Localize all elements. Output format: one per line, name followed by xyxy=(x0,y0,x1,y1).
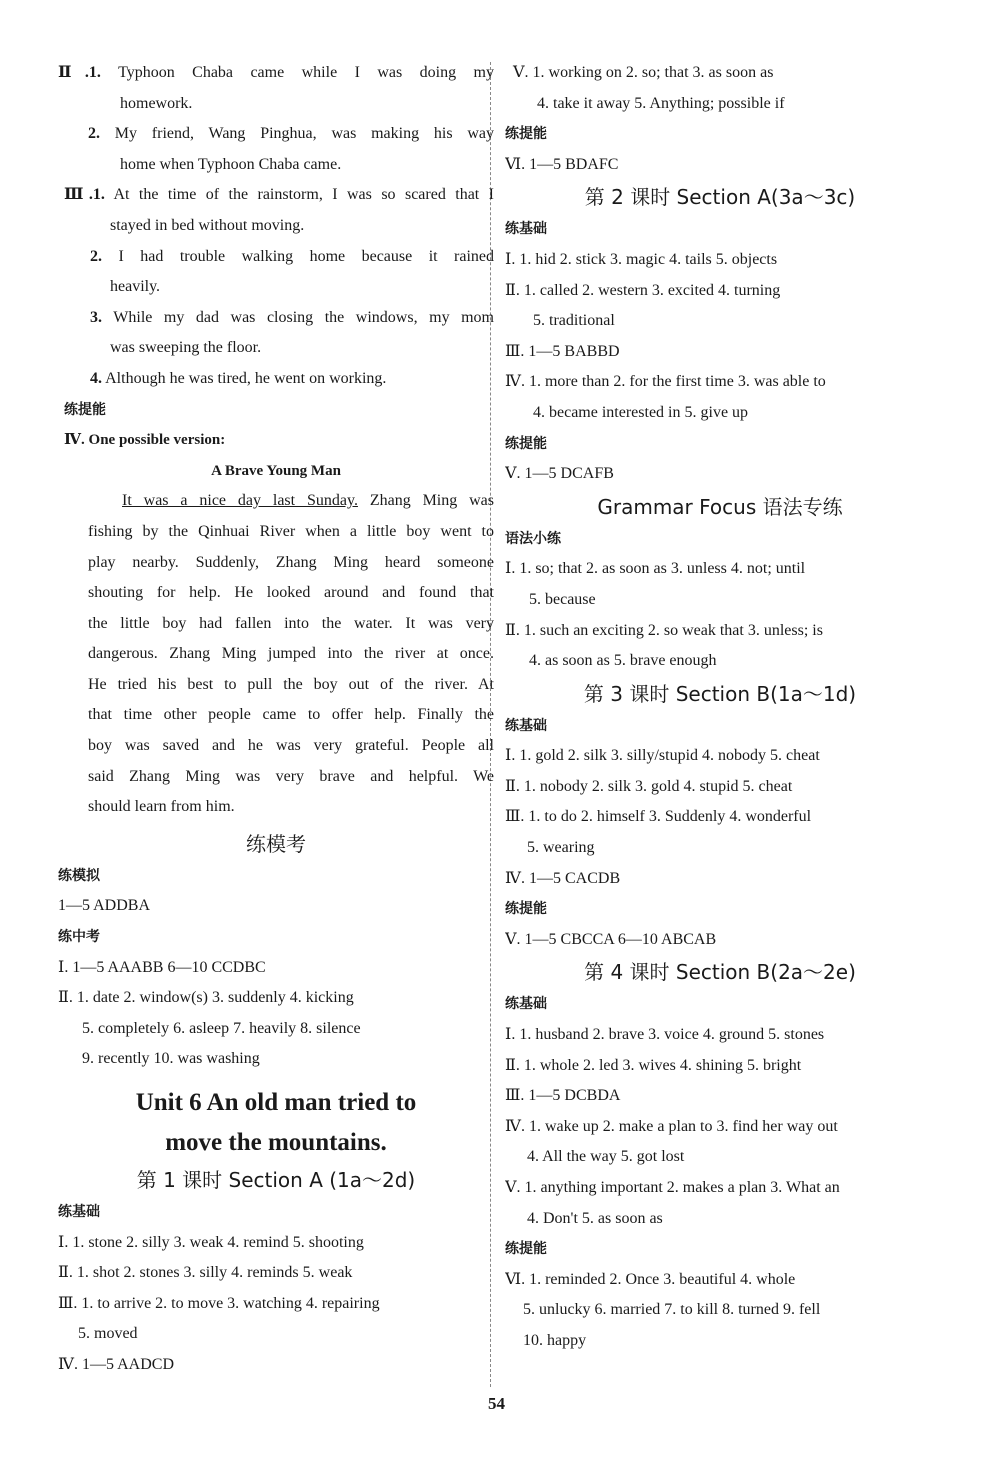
subsection-label: 练基础 xyxy=(505,996,547,1013)
answer-line: Ⅴ. 1—5 CBCCA 6—10 ABCAB xyxy=(505,930,717,948)
essay-label: Ⅳ. One possible version: xyxy=(64,432,226,449)
answer-line: 5. traditional xyxy=(533,312,615,330)
answer-line: Ⅱ. 1. whole 2. led 3. wives 4. shining 5. bright xyxy=(505,1056,802,1074)
answer-line: 5. because xyxy=(529,590,596,608)
answer-line: 4. Although he was tired, he went on working. xyxy=(90,369,387,387)
answer-line: 1—5 ADDBA xyxy=(58,897,151,915)
answer-line: 5. completely 6. asleep 7. heavily 8. silence xyxy=(82,1019,361,1037)
answer-line: Ⅴ. 1—5 DCAFB xyxy=(505,465,614,483)
subsection-label: 练提能 xyxy=(64,401,106,418)
answer-line: Ⅰ. 1. hid 2. stick 3. magic 4. tails 5. objects xyxy=(505,250,778,268)
answer-line: Ⅴ. 1. anything important 2. makes a plan 3. What an xyxy=(505,1179,840,1196)
essay-line: said Zhang Ming was very brave and helpful. We xyxy=(88,767,494,785)
answer-line: 4. Don't 5. as soon as xyxy=(527,1209,663,1227)
answer-line: Ⅰ. 1. so; that 2. as soon as 3. unless 4. not; until xyxy=(505,560,806,578)
subsection-label: 练提能 xyxy=(505,126,547,143)
answer-line: 9. recently 10. was washing xyxy=(82,1050,260,1068)
subsection-label: 练提能 xyxy=(505,1241,547,1258)
answer-line: Ⅲ. 1. to arrive 2. to move 3. watching 4. repairing xyxy=(58,1294,380,1312)
essay-line: dangerous. Zhang Ming jumped into the river at once. xyxy=(88,645,494,663)
answer-line: Ⅵ. 1—5 BDAFC xyxy=(505,155,619,173)
essay-line: that time other people came to offer help. Finally the xyxy=(88,706,494,724)
answer-line: Ⅱ. 1. called 2. western 3. excited 4. turning xyxy=(505,281,781,299)
subsection-label: 练提能 xyxy=(505,435,547,452)
lesson-heading: 第 1 课时 Section A (1a～2d) xyxy=(136,1168,416,1192)
answer-line: 4. All the way 5. got lost xyxy=(527,1148,685,1166)
answer-line: Ⅰ. 1—5 AAABB 6—10 CCDBC xyxy=(58,958,266,976)
answer-line: Ⅴ. 1. working on 2. so; that 3. as soon as xyxy=(513,64,774,81)
answer-line: homework. xyxy=(120,94,193,112)
essay-line: play nearby. Suddenly, Zhang Ming heard someone xyxy=(88,553,494,571)
lesson-heading: 第 2 课时 Section A(3a～3c) xyxy=(584,185,856,210)
page-number: 54 xyxy=(488,1394,505,1413)
answer-line: was sweeping the floor. xyxy=(110,339,262,357)
answer-line: Ⅳ. 1—5 AADCD xyxy=(58,1355,174,1373)
essay-line: should learn from him. xyxy=(88,798,235,816)
essay-line: It was a nice day last Sunday. Zhang Ming was xyxy=(122,492,494,510)
answer-line: Ⅲ. 1—5 BABBD xyxy=(505,342,620,360)
answer-line: Ⅱ. 1. date 2. window(s) 3. suddenly 4. kicking xyxy=(58,989,354,1007)
section-heading: 练模考 xyxy=(246,831,306,856)
subsection-label: 练提能 xyxy=(505,901,547,918)
answer-line: 4. take it away 5. Anything; possible if xyxy=(537,94,785,112)
essay-line: He tried his best to pull the boy out of the river. At xyxy=(88,675,494,693)
answer-line: Ⅲ. 1. to do 2. himself 3. Suddenly 4. wonderful xyxy=(505,808,812,826)
subsection-label: 练基础 xyxy=(505,221,547,238)
answer-line: 5. unlucky 6. married 7. to kill 8. turned 9. fell xyxy=(523,1301,821,1319)
subsection-label: 练基础 xyxy=(58,1204,100,1220)
lesson-heading: 第 3 课时 Section B(1a～1d) xyxy=(583,681,857,706)
answer-line: Ⅱ. 1. shot 2. stones 3. silly 4. reminds 5. weak xyxy=(58,1264,353,1282)
answer-line: Ⅳ. 1. wake up 2. make a plan to 3. find her way out xyxy=(505,1117,838,1135)
subsection-label: 练模拟 xyxy=(58,867,100,884)
essay-line: shouting for help. He looked around and found that xyxy=(88,584,494,602)
answer-line: 4. as soon as 5. brave enough xyxy=(529,652,717,670)
essay-line: the little boy had fallen into the water. It was very xyxy=(88,614,494,632)
answer-line: 5. moved xyxy=(78,1325,138,1343)
answer-line: Ⅰ. 1. stone 2. silly 3. weak 4. remind 5. shooting xyxy=(58,1233,364,1251)
essay-line: boy was saved and he was very grateful. People all xyxy=(88,737,494,755)
answer-line: 5. wearing xyxy=(527,839,595,857)
grammar-heading: Grammar Focus 语法专练 xyxy=(597,494,843,519)
answer-line: 3. While my dad was closing the windows, my mom xyxy=(90,308,494,326)
right-column xyxy=(505,58,935,1357)
answer-line: Ⅰ. 1. gold 2. silk 3. silly/stupid 4. nobody 5. cheat xyxy=(505,747,820,765)
answer-line: Ⅳ. 1—5 CACDB xyxy=(505,869,621,887)
answer-line: home when Typhoon Chaba came. xyxy=(120,155,342,173)
subsection-label: 练中考 xyxy=(58,929,100,946)
answer-line: Ⅳ. 1. more than 2. for the first time 3. was able to xyxy=(505,373,826,391)
answer-line: stayed in bed without moving. xyxy=(110,216,305,234)
answer-line: Ⅵ. 1. reminded 2. Once 3. beautiful 4. whole xyxy=(505,1270,796,1288)
unit-title: move the mountains. xyxy=(165,1129,387,1156)
subsection-label: 语法小练 xyxy=(505,530,561,547)
answer-line: Ⅲ. 1—5 DCBDA xyxy=(505,1087,621,1105)
answer-line: heavily. xyxy=(110,278,161,296)
answer-line: Ⅰ. 1. husband 2. brave 3. voice 4. ground 5. stones xyxy=(505,1026,825,1044)
answer-line: Ⅱ.1. Typhoon Chaba came while I was doing my xyxy=(58,64,494,81)
answer-line: Ⅲ.1. At the time of the rainstorm, I was so scared that I xyxy=(64,186,494,204)
essay-line: fishing by the Qinhuai River when a little boy went to xyxy=(88,522,494,540)
left-column xyxy=(58,58,494,1381)
answer-line: 4. became interested in 5. give up xyxy=(533,403,749,421)
answer-line: Ⅱ. 1. nobody 2. silk 3. gold 4. stupid 5. cheat xyxy=(505,777,793,795)
answer-line: 2. My friend, Wang Pinghua, was making his way xyxy=(88,125,494,143)
answer-line: 10. happy xyxy=(523,1331,587,1349)
subsection-label: 练基础 xyxy=(505,717,547,734)
answer-line: 2. I had trouble walking home because it rained xyxy=(90,247,494,265)
lesson-heading: 第 4 课时 Section B(2a～2e) xyxy=(584,960,856,985)
unit-title: Unit 6 An old man tried to xyxy=(135,1089,417,1116)
essay-title: A Brave Young Man xyxy=(211,462,341,479)
answer-line: Ⅱ. 1. such an exciting 2. so weak that 3. unless; is xyxy=(505,621,823,639)
